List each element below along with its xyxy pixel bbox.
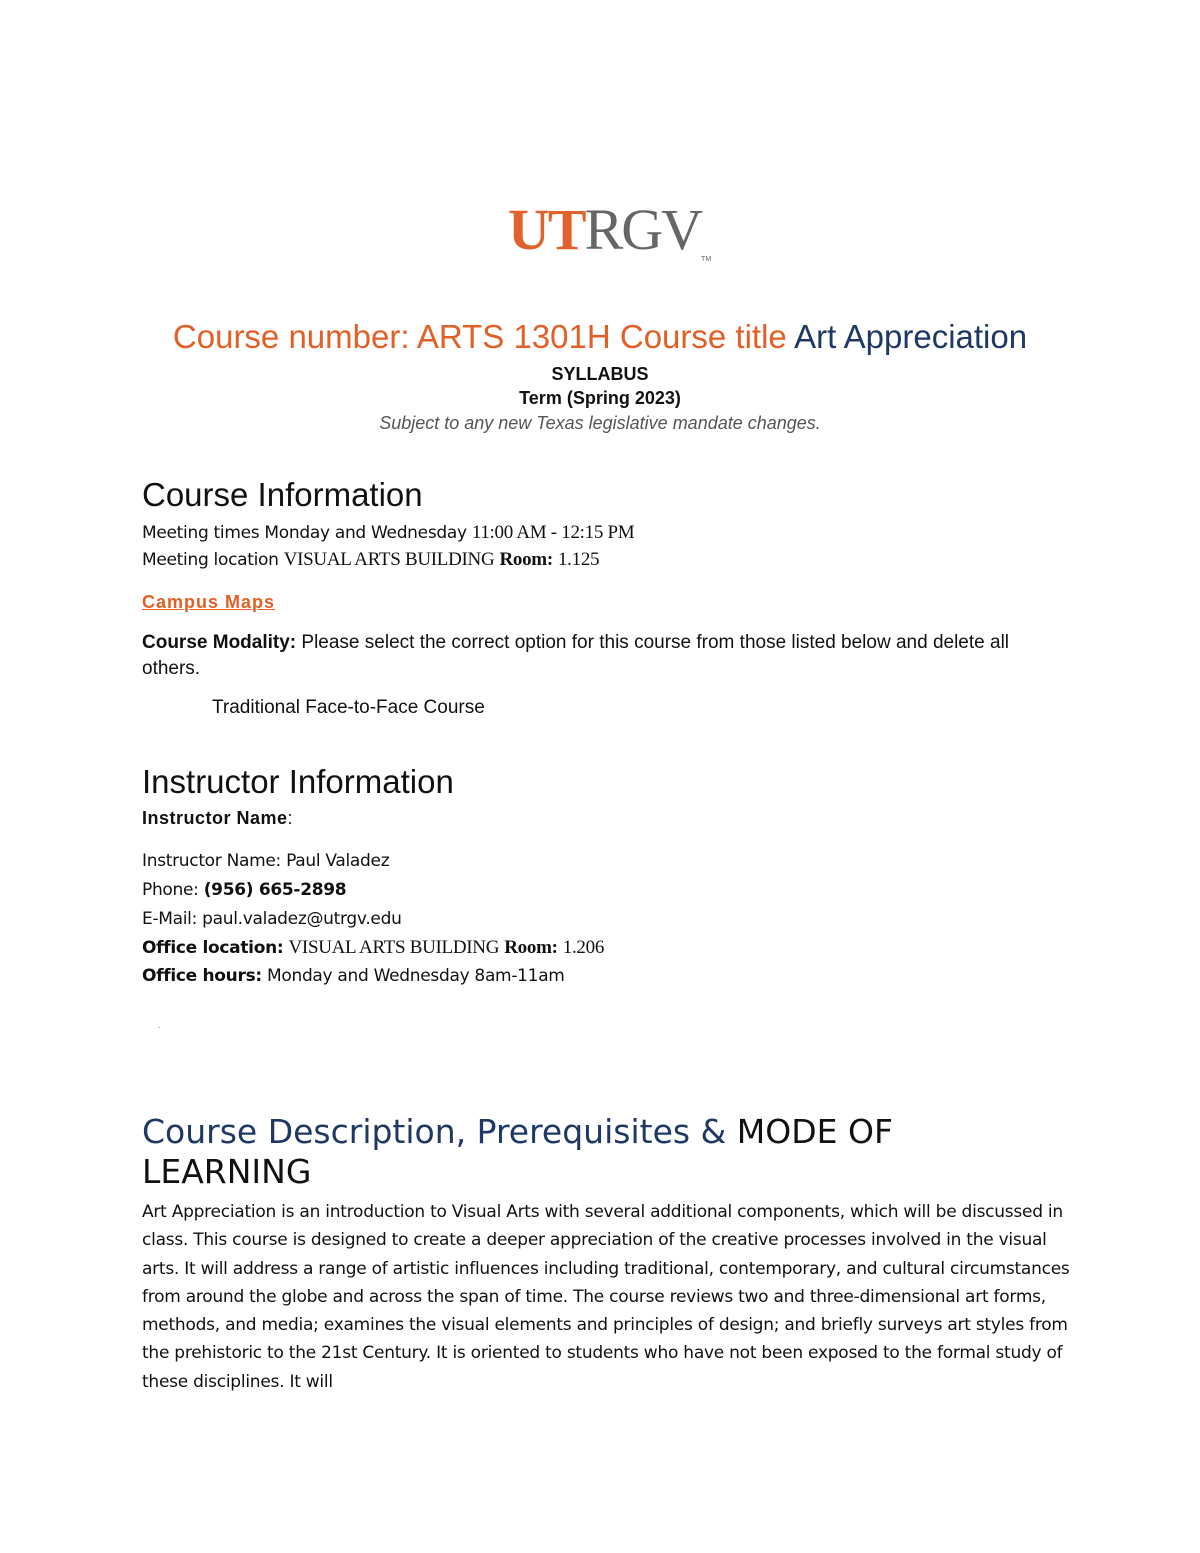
stray-dot: . xyxy=(158,1020,161,1031)
office-location xyxy=(142,937,604,959)
office-hours-label: Office hours: xyxy=(142,966,262,986)
modality-text: Please select the correct option for this course from those listed below and delete all others. xyxy=(142,632,1010,679)
phone-label: Phone: xyxy=(142,880,199,900)
course-number-label: Course number: ARTS 1301H Course title xyxy=(172,318,787,355)
meeting-location-building: VISUAL ARTS BUILDING xyxy=(283,549,495,570)
instructor-name-label-colon: : xyxy=(287,808,294,828)
modality-option: Traditional Face-to-Face Course xyxy=(212,697,485,718)
meeting-location xyxy=(142,549,599,571)
office-room-label: Room: xyxy=(504,937,558,958)
logo-ut: UT xyxy=(508,197,585,262)
instructor-phone xyxy=(142,880,346,900)
instructor-name-label-text: Instructor Name xyxy=(142,808,288,828)
phone-value: (956) 665-2898 xyxy=(203,880,347,900)
office-hours-value: Monday and Wednesday 8am-11am xyxy=(267,966,565,986)
description-body: Art Appreciation is an introduction to Visual Arts with several additional components, which will be discussed in class. This course is designed to create a deeper appreciation of the creative processes involved in the visual arts. It will address a range of artistic influences including traditional, contemporary, and cultural circumstances from around the globe and across the span of time. The course reviews two and three-dimensional art forms, methods, and media; examines the visual elements and principles of design; and briefly surveys art styles from the prehistoric to the 21st Century. It is oriented to students who have not been exposed to the formal study of these disciplines. It will xyxy=(142,1202,1070,1392)
meeting-times-hours: 11:00 AM - 12:15 PM xyxy=(471,522,635,543)
course-title: Art Appreciation xyxy=(794,318,1028,355)
utrgv-logo xyxy=(508,196,712,263)
meeting-times-label: Meeting times xyxy=(142,523,260,543)
instructor-email xyxy=(142,909,402,929)
course-modality xyxy=(142,630,1062,682)
course-information-heading: Course Information xyxy=(142,476,423,513)
office-location-label: Office location: xyxy=(142,938,284,958)
instructor-name-label xyxy=(142,808,293,829)
page-title xyxy=(0,318,1200,356)
description-heading xyxy=(142,1112,1042,1192)
email-label: E-Mail: xyxy=(142,909,198,929)
instructor-name: Instructor Name: Paul Valadez xyxy=(142,851,390,871)
instructor-information-heading: Instructor Information xyxy=(142,763,454,800)
email-value: paul.valadez@utrgv.edu xyxy=(202,909,402,929)
description-heading-part1: Course Description, Prerequisites & xyxy=(142,1112,727,1151)
office-building: VISUAL ARTS BUILDING xyxy=(288,937,500,958)
meeting-times xyxy=(142,522,634,544)
description-heading-part2: MODE OF LEARNING xyxy=(142,1112,893,1191)
office-hours xyxy=(142,966,565,986)
meeting-location-label: Meeting location xyxy=(142,550,279,570)
office-room: 1.206 xyxy=(562,937,605,958)
syllabus-label: SYLLABUS xyxy=(551,364,649,384)
logo-rgv: RGV xyxy=(584,197,702,262)
meeting-room: 1.125 xyxy=(557,549,600,570)
subject-note: Subject to any new Texas legislative mandate changes. xyxy=(379,413,821,433)
logo-trademark: TM xyxy=(701,256,712,263)
term-label: Term (Spring 2023) xyxy=(519,388,681,408)
modality-label: Course Modality: xyxy=(142,632,297,653)
meeting-room-label: Room: xyxy=(499,549,553,570)
campus-maps-link[interactable]: Campus Maps xyxy=(142,592,276,612)
meeting-times-days: Monday and Wednesday xyxy=(264,523,467,543)
